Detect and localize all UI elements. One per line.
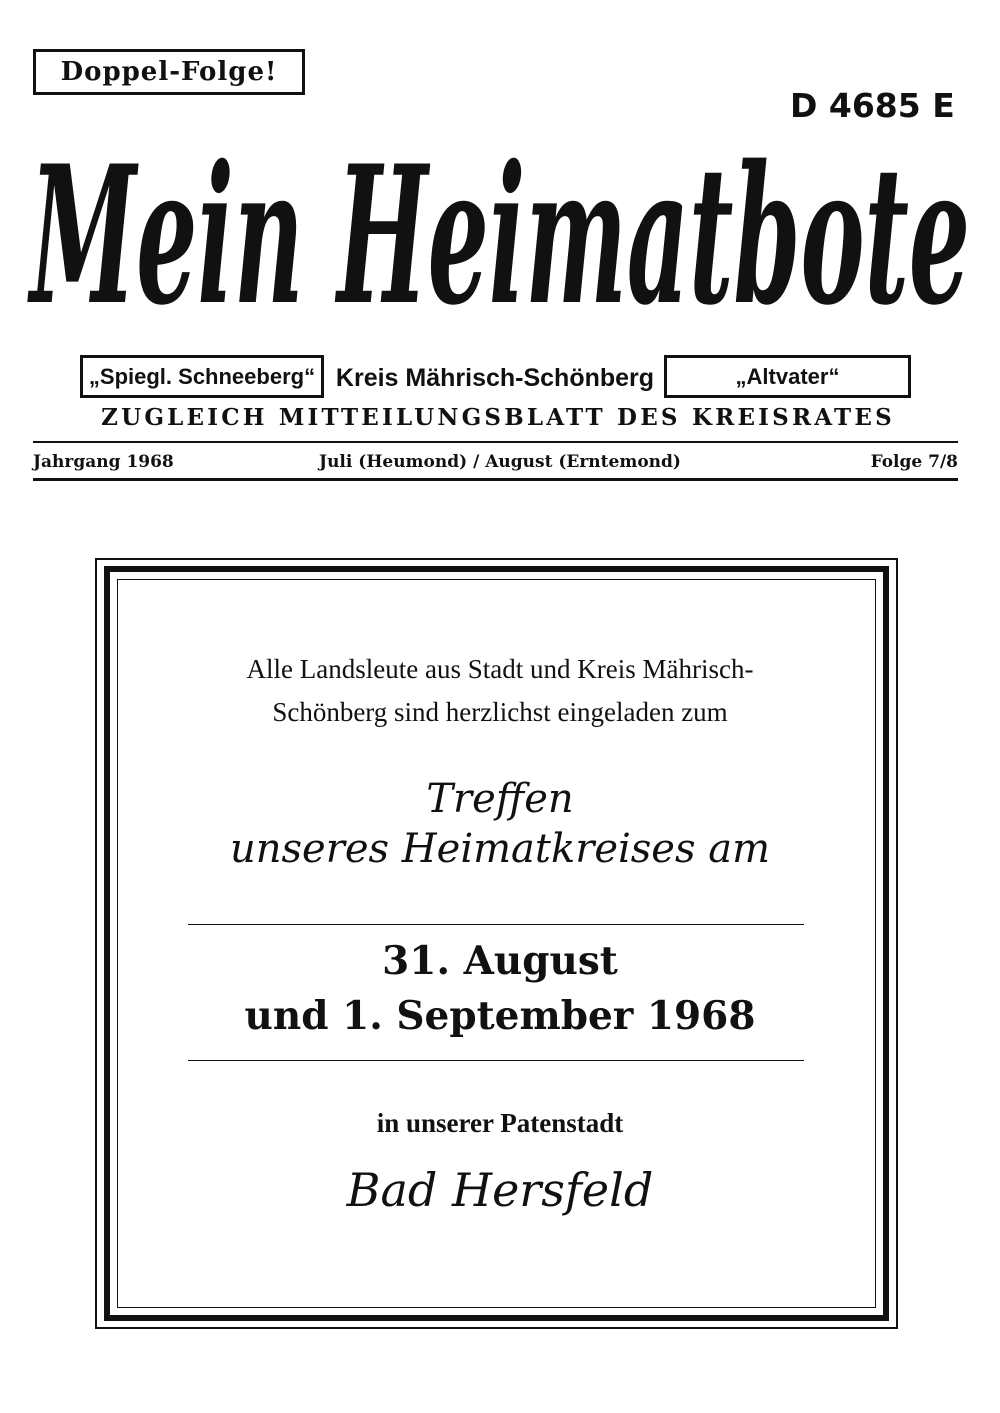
issue-number: Folge 7/8	[870, 452, 958, 472]
bottom-divider	[33, 478, 958, 481]
postal-code: D 4685 E	[790, 86, 955, 125]
place-intro: in unserer Patenstadt	[376, 1108, 624, 1138]
masthead-title	[22, 112, 978, 347]
invitation-line-2: Schönberg sind herzlichst eingeladen zum	[272, 697, 728, 727]
masthead-text: Mein Heimatbote	[26, 124, 970, 347]
right-region-box: „Altvater“	[664, 355, 911, 398]
top-divider	[33, 441, 958, 443]
issue-months: Juli (Heumond) / August (Erntemond)	[319, 452, 681, 472]
event-date-line-1: 31. August	[382, 938, 618, 984]
event-title: Treffen	[426, 776, 574, 822]
double-issue-badge: Doppel-Folge!	[33, 49, 305, 95]
invitation-line-1: Alle Landsleute aus Stadt und Kreis Mährisch-	[246, 654, 754, 684]
event-place: Bad Hersfeld	[346, 1163, 654, 1217]
invitation-text	[150, 648, 850, 734]
district-name: Kreis Mährisch-Schönberg	[335, 364, 655, 392]
masthead-subtitle: ZUGLEICH MITTEILUNGSBLATT DES KREISRATES	[101, 404, 895, 431]
left-region-box: „Spiegl. Schneeberg“	[80, 355, 324, 398]
issue-year: Jahrgang 1968	[33, 452, 174, 472]
date-rule-top	[188, 924, 804, 925]
date-rule-bottom	[188, 1060, 804, 1061]
event-date-line-2: und 1. September 1968	[244, 993, 756, 1039]
event-subtitle: unseres Heimatkreises am	[230, 826, 770, 872]
